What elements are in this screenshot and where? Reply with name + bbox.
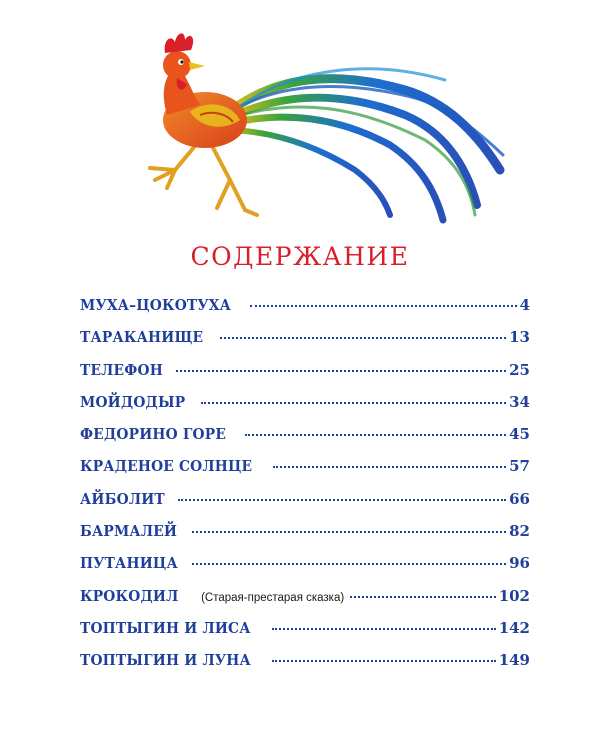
toc-entry-title: ФЕДОРИНО ГОРЕ xyxy=(80,425,227,444)
toc-entry-page: 4 xyxy=(519,296,530,314)
toc-entry-title: ТЕЛЕФОН xyxy=(80,360,163,379)
toc-entry-subtitle: (Старая-престарая сказка) xyxy=(201,591,345,604)
toc-entry-title: КРОКОДИЛ xyxy=(80,586,179,605)
toc-entry-kradenoe-solntse[interactable] xyxy=(80,457,530,489)
toc-entry-krokodil[interactable] xyxy=(80,587,530,619)
toc-entry-moydodyr[interactable] xyxy=(80,393,530,425)
toc-entry-page: 149 xyxy=(498,651,530,670)
toc-entry-page: 142 xyxy=(498,618,530,637)
toc-entry-telefon[interactable] xyxy=(80,361,530,393)
toc-entry-page: 34 xyxy=(509,392,530,411)
toc-entry-title: ТАРАКАНИЩЕ xyxy=(80,328,204,347)
toc-entry-title: ТОПТЫГИН И ЛИСА xyxy=(80,618,251,637)
rooster-tail xyxy=(223,69,503,220)
toc-entry-page: 45 xyxy=(509,425,530,444)
rooster-icon xyxy=(105,20,505,225)
toc-entry-page: 25 xyxy=(509,360,530,379)
toc-entry-page: 66 xyxy=(509,489,530,508)
toc-entry-title: МОЙДОДЫР xyxy=(80,392,186,411)
toc-leader-dots xyxy=(192,531,507,533)
toc-entry-page: 13 xyxy=(509,328,530,347)
toc-entry-title: ПУТАНИЦА xyxy=(80,554,178,573)
toc-entry-page: 102 xyxy=(498,586,530,605)
toc-entry-page: 96 xyxy=(509,554,530,573)
toc-entry-page: 82 xyxy=(509,522,530,541)
contents-title: СОДЕРЖАНИЕ xyxy=(190,242,410,271)
toc-entry-tarakanishche[interactable] xyxy=(80,328,530,360)
toc-entry-title: АЙБОЛИТ xyxy=(80,489,165,508)
toc-entry-title: КРАДЕНОЕ СОЛНЦЕ xyxy=(80,457,253,476)
toc-entry-fedorino-gore[interactable] xyxy=(80,425,530,457)
toc-entry-title: ТОПТЫГИН И ЛУНА xyxy=(80,651,251,670)
toc-leader-dots xyxy=(178,499,506,501)
toc-entry-aybolit[interactable] xyxy=(80,490,530,522)
toc-entry-title: БАРМАЛЕЙ xyxy=(80,522,178,541)
rooster-beak xyxy=(189,62,205,70)
toc-entry-barmaley[interactable] xyxy=(80,522,530,554)
toc-leader-dots xyxy=(272,628,496,630)
toc-leader-dots xyxy=(272,660,496,662)
rooster-head xyxy=(163,51,191,79)
rooster-legs xyxy=(150,140,257,215)
toc-entry-putanitsa[interactable] xyxy=(80,554,530,586)
toc-leader-dots xyxy=(192,563,506,565)
toc-leader-dots xyxy=(245,434,506,436)
toc-entry-page: 57 xyxy=(509,457,530,476)
toc-entry-toptygin-i-lisa[interactable] xyxy=(80,619,530,651)
toc-leader-dots xyxy=(176,370,506,372)
toc-entry-title: МУХА–ЦОКОТУХА xyxy=(80,296,232,314)
rooster-comb xyxy=(165,33,193,53)
toc-leader-dots xyxy=(273,466,506,468)
toc-leader-dots xyxy=(220,337,506,339)
toc-leader-dots xyxy=(201,402,507,404)
toc-leader-dots xyxy=(350,596,495,598)
toc-entry-mukha-tsokotukha[interactable] xyxy=(80,296,530,328)
toc-list xyxy=(80,296,530,684)
toc-leader-dots xyxy=(250,305,516,307)
toc-entry-toptygin-i-luna[interactable] xyxy=(80,651,530,683)
